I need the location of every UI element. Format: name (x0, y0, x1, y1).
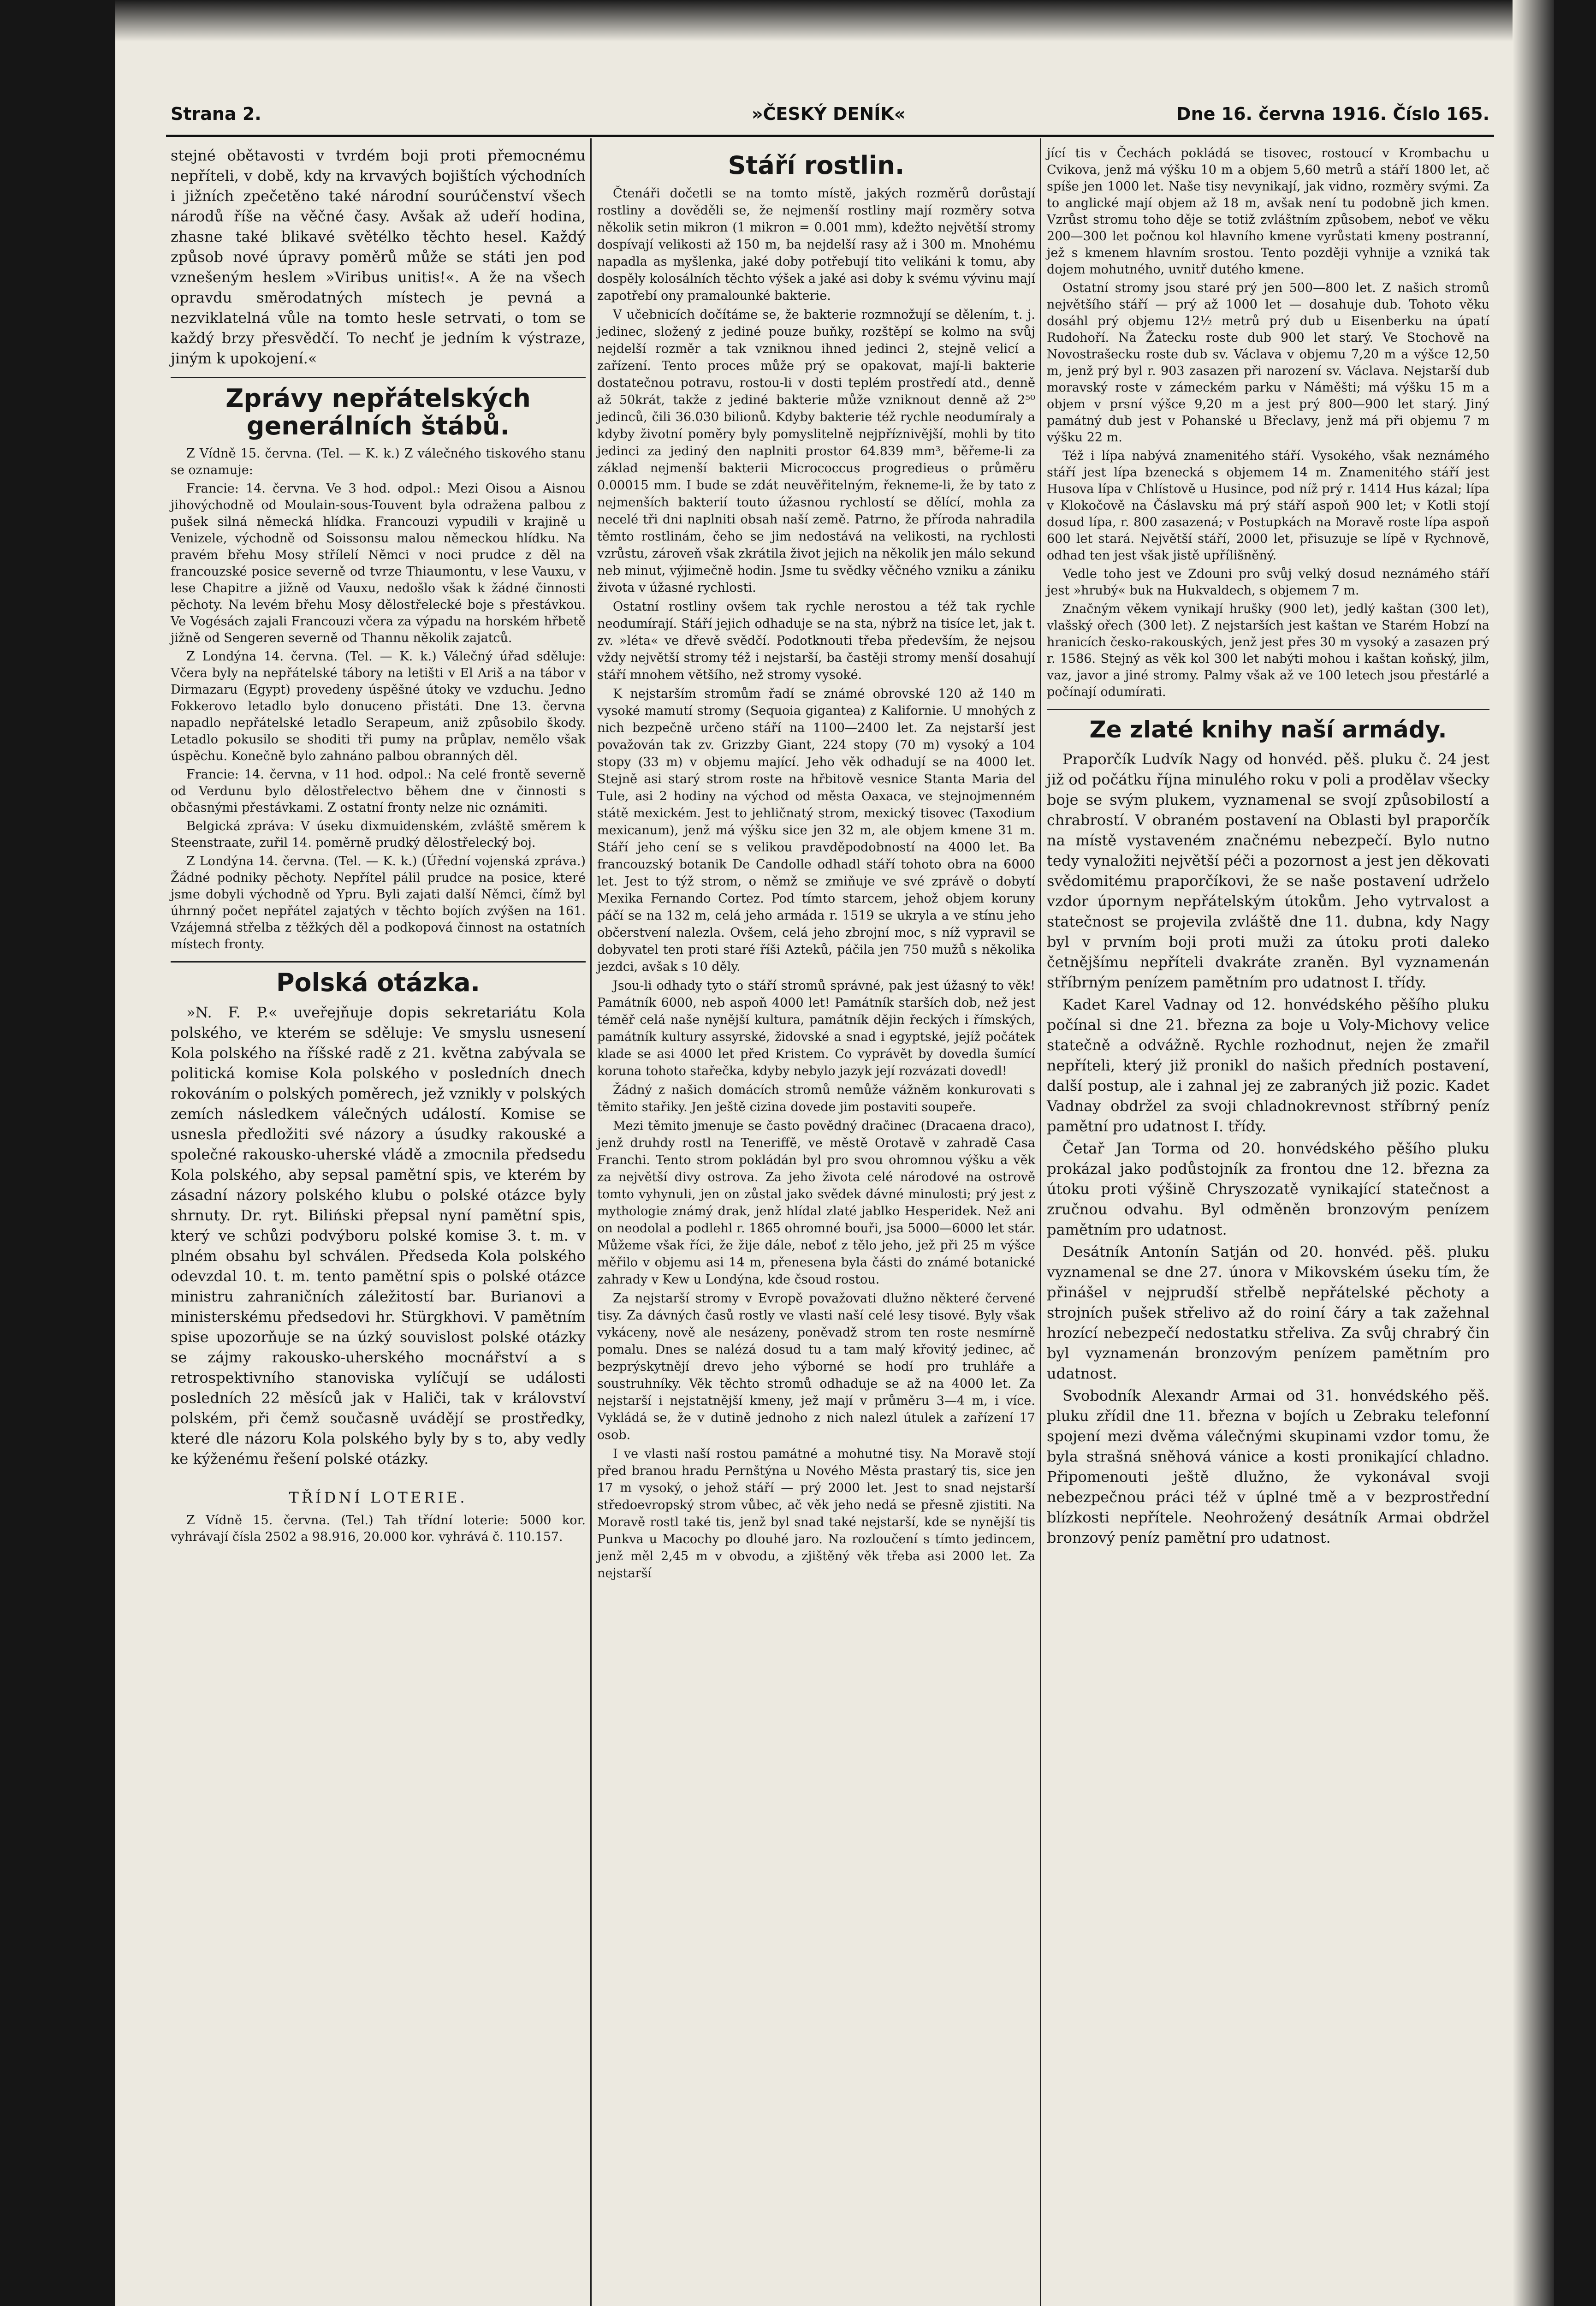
article-paragraph: Jsou-li odhady tyto o stáří stromů správné, pak jest úžasný to věk! Památník 6000, neb aspoň 4000 let! Památník starších dob, než jest téměř celá naše nynější kultura, památník dějin řeckých i římských, památník kultury assyrské, židovské a snad i egyptské, jejíž počátek klade se asi 4000 let před Kristem. Co vyprávět by dovedla šumící koruna tohoto stařečka, kdyby nebylo jazyk její rozvázati dovedl! (597, 979, 1035, 1078)
article-paragraph: Ostatní stromy jsou staré prý jen 500—800 let. Z našich stromů největšího stáří — prý až 1000 let — dosahuje dub. Tohoto věku dosáhl prý objemu 12½ metrů prý dub u Eisenberku na úpatí Rudohoří. Na Žatecku roste dub 900 let starý. Ve Stochově na Novostrašecku roste dub sv. Václava v objemu 7,20 m a výšce 12,50 m, jenž prý byl r. 903 zasazen při narození sv. Václava. Nejstarší dub moravský roste v zámeckém parku v Náměšti; má výšku 15 m a objem v prsní výšce 9,20 m a jest prý 800—900 let starý. Jiný památný dub jest v Pohanské u Břeclavy, jenž má při objemu 7 m výšku 22 m. (1047, 281, 1489, 445)
article-polska-body: »N. F. P.« uveřejňuje dopis sekretariátu Kola polského, ve kterém se sděluje: Ve smyslu usnesení Kola polského na říšské radě z 21. května zabývala se politická komise Kola polského v posledních dnech rokováním o polských poměrech, jež vznikly v polských zemích následkem válečných událostí. Komise se usnesla předložiti své názory a úsudky rakouské a společné rakousko-uherské vládě a zmocnila předsedu Kola polského, aby sepsal pamětní spis, ve kterém by zásadní názory polského klubu o polské otázce byly shrnuty. Dr. ryt. Biliński přepsal nyní pamětní spis, který ve schůzi podvýboru polské komise 3. t. m. v plném obsahu byl schválen. Předseda Kola polského odevzdal 10. t. m. tento pamětní spis o polské otázce ministru zahraničních záležitostí bar. Burianovi a ministerskému předsedovi hr. Stürgkhovi. V pamětním spise upozorňuje se na úzký souvislost polské otázky se zájmy rakousko-uherského mocnářství a s retrospektivního stanoviska vylíčují se události posledních 22 měsíců jak v Haliči, tak v království polském, při čemž současně uvádějí se prostředky, které dle názoru Kola polského byly by s to, aby vedly ke kýženému řešení polské otázky. (171, 1004, 586, 1468)
scan-top-edge (115, 0, 1554, 42)
report-paragraph: Z Londýna 14. června. (Tel. — K. k.) (Úřední vojenská zpráva.) Žádné podniky pěchoty. Nepřítel pálil prudce na posice, které jsme dobyli východně od Ypru. Byli zajati další Němci, čímž byl úhrnný počet nepřátel zajatých v těchto bojích zvýšen na 161. Vzájemná střelba z těžkých děl a podkopová činnost na ostatních místech fronty. (171, 854, 586, 951)
armada-paragraph: Kadet Karel Vadnay od 12. honvédského pěšího pluku počínal si dne 21. března za boje u Voly-Michovy velice statečně a odvážně. Rychle rozhodnut, nejen že zmařil nepříteli, který již pronikl do našich předních postavení, další postup, ale i zahnal jej ze zabraných již pozic. Kadet Vadnay obdržel za svoji chladnokrevnost stříbrný peníz pamětní pro udatnost I. třídy. (1047, 996, 1489, 1135)
article-paragraph: Za nejstarší stromy v Evropě považovati dlužno některé červené tisy. Za dávných časů rostly ve vlasti naší celé lesy tisové. Byly však vykáceny, nově ale nesázeny, poněvadž strom ten roste nesmírně pomalu. Dnes se nalézá dosud tu a tam malý křovitý jedinec, ač bezprýskytnějí drevo jeho výborné se hodí pro truhláře a soustruhníky. Věk těchto stromů odhaduje se až na 4000 let. Za nejstarší i nejstatnější kmeny, jež mají v průměru 3—4 m, i více. Vykládá se, že v dutině jednoho z nich nalezl útulek a zařízení 17 osob. (597, 1291, 1035, 1442)
article-continuation: jící tis v Čechách pokládá se tisovec, rostoucí v Krombachu u Cvikova, jenž má výšku 10 m a objem 5,60 metrů a stáří 1800 let, ač spíše jen 1000 let. Naše tisy nevynikají, jak vidno, rozměry svými. Za to anglické mají objem až 18 m, avšak není tu podobně jich kmen. Vzrůst stromu toho děje se totiž zvláštním způsobem, neboť ve věku 200—300 let počnou kol hlavního kmene vyrůstati kmeny postranní, jež s kmenem hlavním srostou. Tento později vyhnije a vzniká tak dojem mohutného, uvnitř dutého kmene. (1047, 146, 1489, 277)
article-paragraph: I ve vlasti naší rostou památné a mohutné tisy. Na Moravě stojí před branou hradu Pernštýna u Nového Města prastarý tis, sice jen 17 m vysoký, o jehož stáří — prý 2000 let. Jest to snad nejstarší středoevropský strom vůbec, ač věk jeho nedá se přesně zjistiti. Na Moravě rostl také tis, jenž byl snad také nejstarší, kde se nynější tis Punkva u Macochy po dlouhé jaro. Na rozloučení s tímto jedincem, jenž měl 2,45 m v obvodu, a zjištěný věk třeba asi 2000 let. Za nejstarší (597, 1447, 1035, 1581)
article-paragraph: Mezi těmito jmenuje se často povědný dračinec (Dracaena draco), jenž druhdy rostl na Teneriffě, ve městě Orotavě v zahradě Casa Franchi. Tento strom pokládán byl pro svou ohromnou výšku a věk za největší divy ostrova. Za jeho života celé národové na ostrově tomto vyhynuli, jen on zůstal jako svědek dávné minulosti; prý jest z mythologie známý drak, jenž hlídal zlaté jablko Hesperidek. Než ani on neodolal a podlehl r. 1865 ohromné bouři, jsa 5000—6000 let stár. Můžeme však říci, že žije dále, neboť z tělo jeho, jež při 25 m výšce měřilo v objemu asi 14 m, přenesena byla části do známé botanické zahrady v Kew u Londýna, kde čsoud rostou. (597, 1119, 1035, 1287)
newspaper-title: »ČESKÝ DENÍK« (752, 104, 906, 124)
headline-polska: Polská otázka. (276, 968, 481, 997)
article-continuation-block (1047, 145, 1489, 701)
headline-zpravy: Zprávy nepřátelských generálních štábů. (225, 384, 531, 440)
headline-stari-rostlin: Stáří rostlin. (728, 151, 905, 180)
report-paragraph: Francie: 14. června. Ve 3 hod. odpol.: Mezi Oisou a Aisnou jihovýchodně od Moulain-sous-Touvent byla odražena palbou z pušek silná německá hlídka. Francouzi vypudili v krajině u Venizele, východně od Soissonsu malou německou hlídku. Na pravém břehu Mosy střílelí Němci v noci prudce z děl na francouzské posice severně od tvrze Thiaumontu, v lese Vauxu, v lese Chapitre a jižně od Vauxu, nedošlo však k žádné činnosti pěchoty. Na levém břehu Mosy dělostřelecké boje s přestávkou. Ve Vogésách zajali Francouzi včera za výpadu na horském hřbetě jižně od Sengeren severně od Thannu několik zajatců. (171, 481, 586, 645)
column-divider (1040, 138, 1041, 2306)
armada-paragraph: Svobodník Alexandr Armai od 31. honvédského pěš. pluku zřídil dne 11. března v bojích u Zebraku telefonní spojení mezi dvěma válečnými skupinami vzdor tomu, že byla strašná sněhová vánice a kosti pronikající chladno. Připomenouti ještě dlužno, že vykonával svoji nebezpečnou práci též v úplné tmě a v bezprostřední blízkosti nepřítele. Neohrožený desátník Armai obdržel bronzový peníz pamětní pro udatnost. (1047, 1387, 1489, 1546)
article-paragraph: Vedle toho jest ve Zdouni pro svůj velký dosud neznámého stáří jest »hrubý« buk na Hukvaldech, s objemem 7 m. (1047, 567, 1489, 598)
header-rule (166, 135, 1494, 137)
section-separator (1047, 709, 1489, 710)
section-separator (171, 377, 586, 378)
newspaper-page (115, 0, 1554, 2306)
column-right (1047, 145, 1489, 1550)
article-paragraph: V učebnicích dočítáme se, že bakterie rozmnožují se dělením, t. j. jedinec, složený z jediné pouze buňky, rozštěpí se kolmo na svůj nejdelší rozměr a tak vzniknou ihned jedinci 2, stejně velicí a zařízení. Tento proces může prý se opakovat, mají-li bakterie dostatečnou potravu, rostou-li v dosti teplém prostředí atd., denně až 50krát, takže z jediné bakterie může vzniknout denně až 2⁵⁰ jedinců, čili 36.030 bilionů. Kdyby bakterie též rychle neodumíraly a kdyby životní poměry byly pomyslitelně nejpříznivější, mohli by tito jedinci za jediný den naplniti prostor 64.839 mm³, běřeme-li za základ nejmenší bakterii Micrococcus progredieus o průměru 0.00015 mm. I bude se zdát neuvěřitelným, řekneme-li, že by tato z nejmenších bakterií touto úžasnou rychlostí se dělící, mohla za necelé tři dni naplniti obsah naší země. Patrno, že příroda nahradila těmto rostlinám, čeho se jim nedostává na velikosti, na rychlosti vzrůstu, zároveň však zkrátila život jejich na několik jen málo sekund neb minut, výjimečně hodin. Jsme tu svědky věčného vzniku a zániku života v úžasné rychlosti. (597, 308, 1035, 595)
loterie-body: Z Vídně 15. června. (Tel.) Tah třídní loterie: 5000 kor. vyhrávají čísla 2502 a 98.916, 20.000 kor. vyhrává č. 110.157. (171, 1513, 586, 1544)
armada-paragraph: Četař Jan Torma od 20. honvédského pěšího pluku prokázal jako podůstojník za frontou dne 12. března za útoku proti výšině Chryszozatě vynikající statečnost a zručnou odvahu. Byl odměněn bronzovým penízem pamětním pro udatnost. (1047, 1140, 1489, 1238)
article-paragraph: Čtenáři dočetli se na tomto místě, jakých rozměrů dorůstají rostliny a dověděli se, že nejmenší rostliny mají rozměry sotva několik setin mikron (1 mikron = 0.001 mm), kdežto největší stromy dospívají velikosti až 150 m, ba nejdelší rasy až i 300 m. Mnohému napadla as myšlenka, jaké doby potřebují tito velikáni k tomu, aby dospěly kolosálních těchto výšek a jaké asi doby k svému vývinu mají zapotřebí ony pramalounké bakterie. (597, 186, 1035, 303)
report-paragraph: Francie: 14. června, v 11 hod. odpol.: Na celé frontě severně od Verdunu bylo dělostřelectvo během dne v činnosti s občasnými přestávkami. Z ostatní fronty nelze nic oznámiti. (171, 767, 586, 815)
article-continuation: stejné obětavosti v tvrdém boji proti přemocnému nepříteli, v době, kdy na krvavých bojištích východních i jižních zpečetěno také národní sourúčenství všech národů říše na věčné časy. Avšak až udeří hodina, zhasne také blikavé světélko těchto hesel. Každý způsob nové úpravy poměrů může se státi jen pod vznešeným heslem »Viribus unitis!«. A že na všech opravdu směrodatných místech je pevná a nezviklatelná vůle na tomto hesle setrvati, o tom se každý brzy přesvědčí. To nechť je jedním k výstraze, jiným k upokojení.« (171, 147, 586, 367)
article-paragraph: Též i lípa nabývá znamenitého stáří. Vysokého, však neznámého stáří jest lípa bzenecká s objemem 14 m. Znamenitého stáří jest Husova lípa v Chlístově u Husince, pod níž prý r. 1414 Hus kázal; lípa v Klokočově na Čáslavsku má prý stáří aspoň 900 let; v Kotli stojí dosud lípa, r. 800 zasazená; v Postupkách na Moravě roste lípa aspoň 600 let stará. Největší stáří, 2000 let, přisuzuje se lípě v Rychnově, odhad ten jest však jistě upřílišněný. (1047, 449, 1489, 563)
report-paragraph: Z Londýna 14. června. (Tel. — K. k.) Válečný úřad sděluje: Včera byly na nepřátelské tábory na letišti v El Ariš a na tábor v Dirmazaru (Egypt) provedeny úspěšné útoky ve vzduchu. Jedno Fokkerovo letadlo bylo donuceno přistáti. Dne 13. června napadlo nepřátelské letadlo Serapeum, aniž způsobilo škody. Letadlo pokusilo se shoditi tři pumy na průplav, nemělo však úspěchu. Konečně bylo zahnáno palbou obranných děl. (171, 649, 586, 763)
report-paragraph: Belgická zpráva: V úseku dixmuidenském, zvláště směrem k Steenstraate, zuřil 14. poměrně prudký dělostřelecký boj. (171, 819, 586, 850)
column-left (171, 145, 586, 1547)
issue-date: Dne 16. června 1916. Číslo 165. (1176, 104, 1489, 124)
report-list (171, 446, 586, 953)
article-paragraph: Značným věkem vynikají hrušky (900 let), jedlý kaštan (300 let), vlašský ořech (300 let). Z nejstarších jest kaštan ve Starém Hobzí na hranicích česko-rakouských, jenž jest přes 30 m vysoký a zasazen prý r. 1586. Stejný as věk kol 300 let nabýti mohou i kaštan koňský, jilm, vaz, javor a jiné stromy. Palmy však až ve 100 letech jsou přestárlé a počínají odumírati. (1047, 602, 1489, 699)
report-paragraph: Z Vídně 15. června. (Tel. — K. k.) Z válečného tiskového stanu se oznamuje: (171, 446, 586, 477)
column-divider (590, 138, 592, 2306)
page-number: Strana 2. (171, 104, 261, 124)
article-paragraph: Ostatní rostliny ovšem tak rychle nerostou a též tak rychle neodumírají. Stáří jejich odhaduje se na sta, nýbrž na tisíce let, jak t. zv. »léta« ve dřevě svědčí. Podotknouti třeba především, že nejsou vždy největší stromy též i nejstarší, ba častěji stromy menší dosahují stáří mnohem většího, než stromy vysoké. (597, 600, 1035, 682)
armada-paragraph: Desátník Antonín Satján od 20. honvéd. pěš. pluku vyznamenal se dne 27. února v Mikovském úseku tím, že přinášel v nejprudší střelbě nepřátelské pěchoty a strojních pušek střelivo až do roiní čáry a tak zažehnal hrozící nebezpečí nedostatku střeliva. Za svůj chrabrý čin byl vyznamenán bronzovým penízem pamětním pro udatnost. (1047, 1243, 1489, 1382)
article-paragraph: Žádný z našich domácích stromů nemůže vážněm konkurovati s těmito stařiky. Jen ještě cizina dovede jim postaviti soupeře. (597, 1083, 1035, 1114)
article-paragraph: K nejstarším stromům řadí se známé obrovské 120 až 140 m vysoké mamutí stromy (Sequoia gigantea) z Kalifornie. U mnohých z nich bezpečně určeno stáří na 1100—2400 let. Za nejstarší jest považován tak zv. Grizzby Giant, 224 stopy (70 m) vysoký a 104 stopy (33 m) v objemu mající. Jeho věk odhadují se na 4000 let. Stejně asi starý strom roste na hřbitově vesnice Stanta Maria del Tule, asi 2 hodiny na východ od města Oaxaca, ve stejnojmenném státě mexickém. Jest to jehličnatý strom, mexický tisovec (Taxodium mexicanum), jenž má výšku sice jen 32 m, ale objem kmene 31 m. Stáří jeho cení se s velikou pravděpodobností na 4000 let. Ba francouzský botanik De Candolle odhadl stáří tohoto obra na 6000 let. Jest to týž strom, o němž se zmiňuje ve své zprávě o dobytí Mexika Fernando Cortez. Pod tímto starcem, jehož objem koruny páčí se na 132 m, celá jeho armáda r. 1519 se ukryla a ve stínu jeho občerstvení nalezla. Ovšem, celá jeho zbrojní moc, s níž vypravil se dobyvatel ten proti staré říši Azteků, páčila jen 750 mužů s několika jezdci, avšak s 10 děly. (597, 687, 1035, 974)
column-middle (597, 145, 1035, 1584)
armada-paragraph: Praporčík Ludvík Nagy od honvéd. pěš. pluku č. 24 jest již od počátku října minulého roku v poli a prodělav všecky boje se svým plukem, vyznamenal se svojí způsobilostí a chrabrostí. V obraném postavení na Oblasti byl praporčík na místě vystaveném značnému nebezpečí. Bylo nutno tedy vynaložiti největší péči a pozornost a jest jen děkovati svědomitému praporčíkovi, že se naše postavení udrželo vzdor úpornym nepřátelským útokům. Jeho vytrvalost a statečnost se projevila zvláště dne 11. dubna, kdy Nagy byl v prvním boji proti muži za útoku proti daleko četnějšímu nepříteli dvakráte zraněn. Byl vyznamenán stříbrným penízem pamětním pro udatnost I. třídy. (1047, 750, 1489, 991)
scan-right-edge (1513, 0, 1554, 2306)
headline-loterie: TŘÍDNÍ LOTERIE. (289, 1489, 468, 1506)
headline-armada: Ze zlaté knihy naší armády. (1089, 716, 1447, 743)
page-header (171, 104, 1489, 131)
section-separator (171, 961, 586, 963)
